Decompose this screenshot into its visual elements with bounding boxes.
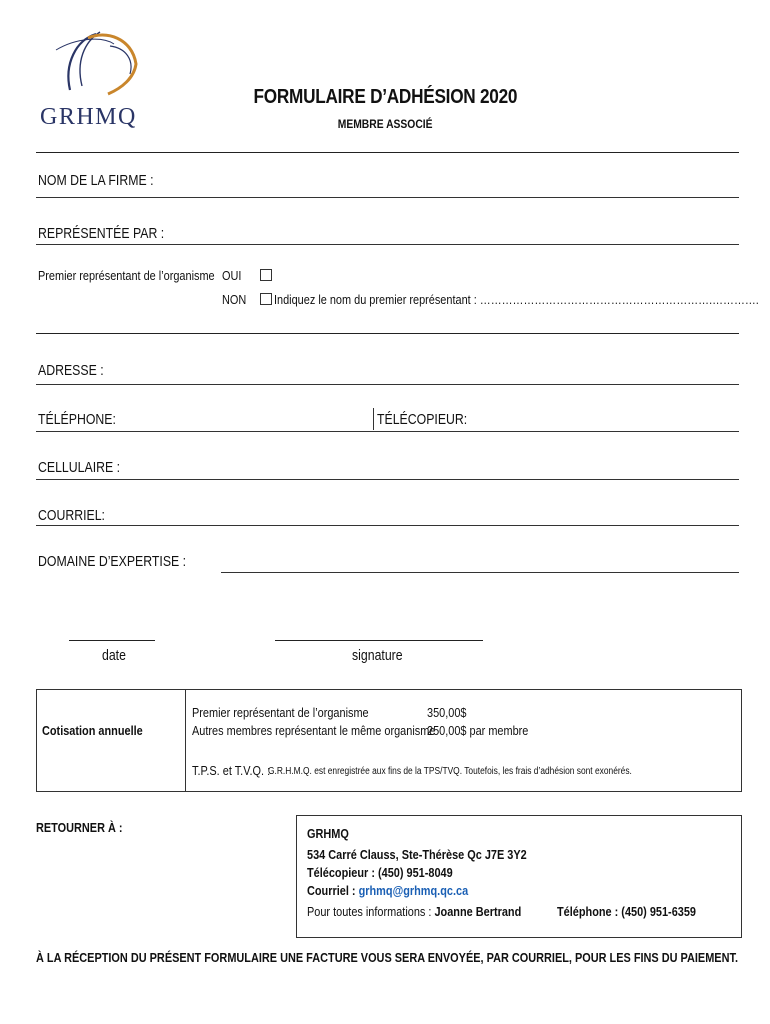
- return-email-link[interactable]: grhmq@grhmq.qc.ca: [358, 883, 469, 898]
- fee-row2-value: 250,00$ par membre: [427, 723, 529, 738]
- return-email-line: [307, 883, 468, 898]
- expertise-field[interactable]: [221, 572, 739, 573]
- date-label: date: [102, 647, 126, 664]
- return-email-label: Courriel :: [307, 883, 356, 898]
- email-label: COURRIEL:: [38, 507, 105, 524]
- section-divider: [36, 333, 739, 334]
- return-contact: Joanne Bertrand: [434, 904, 522, 919]
- represented-by-field[interactable]: [36, 244, 739, 245]
- logo-text: GRHMQ: [40, 104, 137, 130]
- form-title: FORMULAIRE D’ADHÉSION 2020: [253, 86, 517, 108]
- fees-box: [36, 689, 742, 792]
- signature-line[interactable]: [275, 640, 483, 641]
- return-phone: Téléphone : (450) 951-6359: [557, 904, 696, 919]
- oui-label: OUI: [222, 268, 242, 283]
- cell-label: CELLULAIRE :: [38, 459, 121, 476]
- fee-row2-label: Autres membres représentant le même organisme: [192, 723, 436, 738]
- expertise-label: DOMAINE D’EXPERTISE :: [38, 553, 187, 570]
- firm-name-field[interactable]: [36, 197, 739, 198]
- fee-row1-label: Premier représentant de l’organisme: [192, 705, 369, 720]
- tax-label: T.P.S. et T.V.Q. :: [192, 763, 271, 778]
- address-field[interactable]: [36, 384, 739, 385]
- fee-row1-value: 350,00$: [427, 705, 467, 720]
- return-address: 534 Carré Clauss, Ste-Thérèse Qc J7E 3Y2: [307, 847, 527, 862]
- fees-divider: [185, 690, 186, 791]
- fees-title: Cotisation annuelle: [42, 723, 143, 738]
- return-org: GRHMQ: [307, 826, 349, 841]
- non-checkbox[interactable]: [260, 293, 272, 305]
- oui-checkbox[interactable]: [260, 269, 272, 281]
- header-divider: [36, 152, 739, 153]
- indicate-name-label: Indiquez le nom du premier représentant : ……………………………………………………….………….: [274, 292, 759, 307]
- form-subtitle: MEMBRE ASSOCIÉ: [337, 117, 433, 131]
- tax-note: G.R.H.M.Q. est enregistrée aux fins de la TPS/TVQ. Toutefois, les frais d’adhésion sont exonérés.: [268, 766, 632, 777]
- email-field[interactable]: [36, 525, 739, 526]
- phone-fax-field[interactable]: [36, 431, 739, 432]
- phone-label: TÉLÉPHONE:: [38, 411, 116, 428]
- address-label: ADRESSE :: [38, 362, 104, 379]
- firm-name-label: NOM DE LA FIRME :: [38, 172, 154, 189]
- return-info-label: Pour toutes informations :: [307, 904, 432, 919]
- date-line[interactable]: [69, 640, 155, 641]
- non-label: NON: [222, 292, 247, 307]
- fax-label: TÉLÉCOPIEUR:: [377, 411, 468, 428]
- represented-by-label: REPRÉSENTÉE PAR :: [38, 225, 165, 242]
- first-rep-question: Premier représentant de l’organisme: [38, 268, 215, 283]
- return-fax: Télécopieur : (450) 951-8049: [307, 865, 453, 880]
- cell-field[interactable]: [36, 479, 739, 480]
- signature-label: signature: [352, 647, 403, 664]
- phone-fax-separator: [373, 408, 374, 430]
- footer-notice: À LA RÉCEPTION DU PRÉSENT FORMULAIRE UNE FACTURE VOUS SERA ENVOYÉE, PAR COURRIEL, POUR LES FINS DU PAIEMENT.: [36, 950, 738, 965]
- return-info-line: [307, 904, 521, 919]
- return-label: RETOURNER À :: [36, 820, 123, 835]
- return-box: [296, 815, 742, 938]
